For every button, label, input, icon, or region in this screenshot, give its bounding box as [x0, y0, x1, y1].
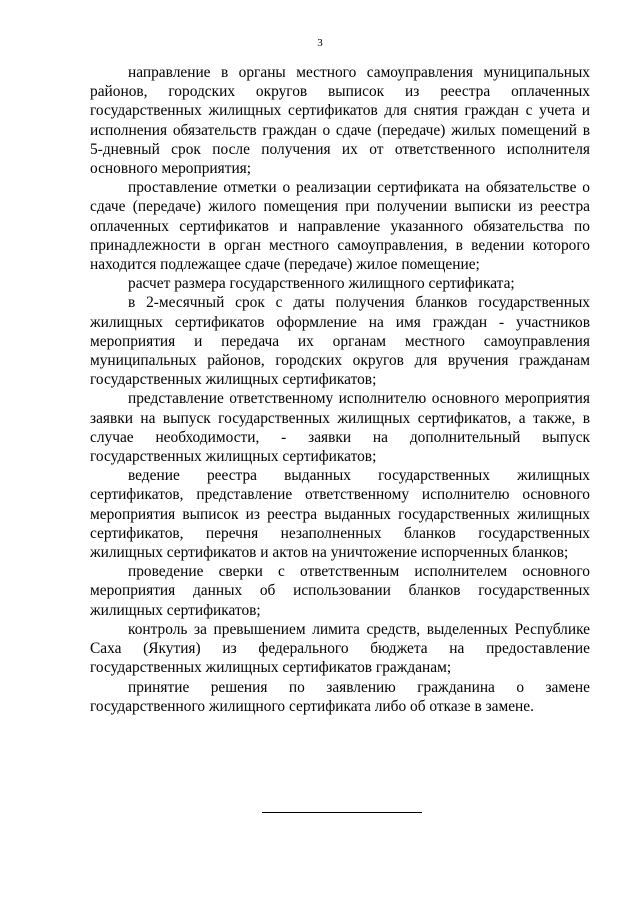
- paragraph-replacement-decision: принятие решения по заявлению гражданина о замене государственного жилищного сертификата либо об отказе в замене.: [90, 678, 590, 715]
- paragraph-size-calculation: расчет размера государственного жилищного сертификата;: [128, 275, 515, 293]
- paragraph-certificate-issuance: в 2-месячный срок с даты получения бланков государственных жилищных сертификатов оформление на имя граждан - участников мероприятия и передача их органам местного самоуправления муниципальных районов, городских округов для вручения гражданам государственных жилищных сертификатов;: [90, 294, 590, 389]
- paragraph-issue-request: представление ответственному исполнителю основного мероприятия заявки на выпуск государственных жилищных сертификатов, а также, в случае необходимости, - заявки на дополнительный выпуск государственных жилищных сертификатов;: [90, 390, 590, 466]
- paragraph-reestr-extracts: направление в органы местного самоуправления муниципальных районов, городских округов выписок из реестра оплаченных государственных жилищных сертификатов для снятия граждан с учета и исполнения обязательств граждан о сдаче (передаче) жилых помещений в 5-дневный срок после получения их от ответственного исполнителя основного мероприятия;: [90, 64, 590, 178]
- paragraph-reconciliation: проведение сверки с ответственным исполнителем основного мероприятия данных об использовании бланков государственных жилищных сертификатов;: [90, 563, 590, 619]
- paragraph-limit-control: контроль за превышением лимита средств, выделенных Республике Саха (Якутия) из федерального бюджета на предоставление государственных жилищных сертификатов гражданам;: [90, 620, 590, 677]
- paragraph-registry-maintenance: ведение реестра выданных государственных жилищных сертификатов, представление ответственному исполнителю основного мероприятия выписок из реестра выданных государственных жилищных сертификатов, перечня незаполненных бланков государственных жилищных сертификатов и актов на уничтожение испорченных бланков;: [90, 467, 590, 562]
- page-number: 3: [317, 37, 323, 49]
- paragraph-certificate-mark: проставление отметки о реализации сертификата на обязательстве о сдаче (передаче) жилого помещения при получении выписки из реестра оплаченных сертификатов и направление указанного обязательства по принадлежности в орган местного самоуправления, в ведении которого находится подлежащее сдаче (передаче) жилое помещение;: [90, 179, 590, 274]
- document-body: [90, 63, 590, 716]
- end-divider-line: [262, 812, 422, 813]
